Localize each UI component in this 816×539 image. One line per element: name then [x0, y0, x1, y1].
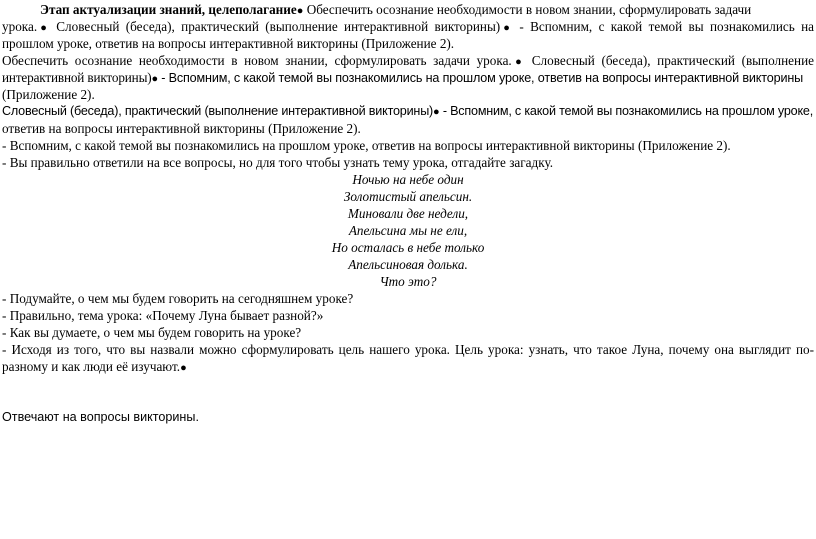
dialog-line: - Правильно, тема урока: «Почему Луна бывает разной?»	[2, 308, 324, 323]
dialog-line-last	[2, 358, 814, 377]
poem-line: Ночью на небе один	[352, 172, 464, 187]
block1-text-c: - Вспомним, с какой темой вы познакомились на	[519, 19, 815, 34]
dialog-text: разному и как люди её изучают.	[2, 359, 181, 374]
block3-text-a: Словесный (беседа), практический (выполнение интерактивной викторины)	[2, 104, 434, 118]
block1-line3: прошлом уроке, ответив на вопросы интерактивной викторины (Приложение 2).	[2, 36, 455, 51]
block1-text-a: урока.	[2, 19, 38, 34]
block2-text-d: - Вспомним, с какой темой вы познакомились на прошлом уроке, ответив на вопросы интерактивной викторины	[161, 71, 804, 85]
dialog-line: - Как вы думаете, о чем мы будем говорить на уроке?	[2, 325, 302, 340]
students-activity: Отвечают на вопросы викторины.	[2, 410, 199, 424]
block1-goal-text: Обеспечить осознание необходимости в новом знании, сформулировать задачи	[306, 2, 752, 17]
block2-text-c: интерактивной викторины)	[2, 70, 152, 85]
dialog-line: - Вспомним, с какой темой вы познакомились на прошлом уроке, ответив на вопросы интерактивной викторины (Приложение 2).	[2, 138, 731, 153]
block3-line2: ответив на вопросы интерактивной викторины (Приложение 2).	[2, 121, 361, 136]
block1-text-b: Словесный (беседа), практический (выполнение интерактивной викторины)	[56, 19, 501, 34]
bullet-icon: ●	[296, 5, 304, 17]
bullet-icon: ●	[433, 106, 440, 118]
block2-text-a: Обеспечить осознание необходимости в новом знании, сформулировать задачи урока.	[2, 53, 512, 68]
block3-text-b: - Вспомним, с какой темой вы познакомились на прошлом уроке,	[442, 104, 814, 118]
bullet-icon: ●	[151, 73, 159, 85]
dialog-line: - Исходя из того, что вы назвали можно сформулировать цель нашего урока. Цель урока: узнать, что такое Луна, почему она выглядит по-	[2, 342, 814, 357]
poem-line: Но осталась в небе только	[331, 240, 485, 255]
poem-line: Золотистый апельсин.	[343, 189, 473, 204]
bullet-icon: ●	[37, 22, 50, 34]
dialog-line: - Подумайте, о чем мы будем говорить на сегодняшнем уроке?	[2, 291, 354, 306]
block3-line1	[2, 103, 814, 121]
bullet-icon: ●	[180, 362, 187, 374]
poem-line: Что это?	[379, 274, 437, 289]
bullet-icon: ●	[511, 56, 526, 68]
block2-line3: (Приложение 2).	[2, 87, 95, 102]
bullet-icon: ●	[500, 22, 513, 34]
poem-line: Апельсина мы не ели,	[348, 223, 468, 238]
poem-line: Апельсиновая долька.	[348, 257, 468, 272]
dialog-line: - Вы правильно ответили на все вопросы, но для того чтобы узнать тему урока, отгадайте загадку.	[2, 155, 554, 170]
block2-text-b: Словесный (беседа), практический (выполнение	[531, 53, 814, 68]
poem-line: Миновали две недели,	[347, 206, 469, 221]
section-heading: Этап актуализации знаний, целеполагание	[40, 2, 297, 17]
